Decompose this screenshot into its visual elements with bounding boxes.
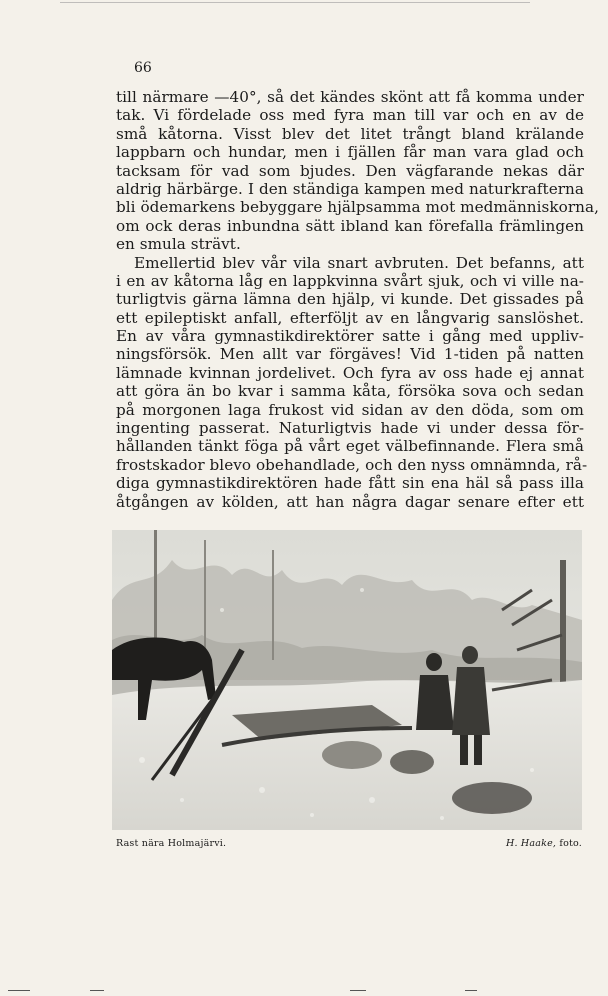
text-line: hållanden tänkt föga på vårt eget välbefinnande. Flera små <box>116 437 584 456</box>
text-line: frostskador blevo obehandlade, och den nyss omnämnda, rå- <box>116 455 588 474</box>
text-line: ingenting passerat. Naturligtvis hade vi under dessa för- <box>116 419 584 438</box>
text-line: tak. Vi fördelade oss med fyra man till var och en av de <box>116 106 584 125</box>
page-edge-mark <box>350 990 366 991</box>
text-line: lappbarn och hundar, men i fjällen får man vara glad och <box>116 143 584 162</box>
page-number: 66 <box>134 60 152 76</box>
text-line: aldrig härbärge. I den ständiga kampen med naturkrafterna <box>116 179 584 198</box>
text-line: i en av kåtorna låg en lappkvinna svårt sjuk, och vi ville na- <box>116 271 584 290</box>
page-edge-line <box>60 2 530 3</box>
text-line: tacksam för vad som bjudes. Den vägfarande nekas där <box>116 161 584 180</box>
page-edge-mark <box>90 990 104 991</box>
photo-credit <box>506 838 582 849</box>
text-line: en smula strävt. <box>116 235 241 254</box>
text-line: åtgången av kölden, att han några dagar senare efter ett <box>116 492 584 511</box>
photograph-rest-near-holmajarvi <box>112 530 582 830</box>
page-edge-mark <box>8 990 30 991</box>
text-line: bli ödemarkens bebyggare hjälpsamma mot medmänniskorna, <box>116 198 599 217</box>
text-line: till närmare —40°, så det kändes skönt att få komma under <box>116 88 584 106</box>
foto-label: foto. <box>559 838 582 849</box>
text-line: turligtvis gärna lämna den hjälp, vi kunde. Det gissades på <box>116 290 584 309</box>
text-line: diga gymnastikdirektören hade fått sin ena häl så pass illa <box>116 474 584 493</box>
body-text <box>116 88 599 511</box>
text-line: att göra än bo kvar i samma kåta, försöka sova och sedan <box>116 382 584 401</box>
text-line: lämnade kvinnan jordelivet. Och fyra av oss hade ej annat <box>116 363 584 382</box>
text-line: ett epileptiskt anfall, efterföljt av en långvarig sanslöshet. <box>116 308 584 327</box>
text-line: Emellertid blev vår vila snart avbruten. Det befanns, att <box>134 253 584 272</box>
text-line: små kåtorna. Visst blev det litet trångt bland krälande <box>116 124 584 143</box>
text-line: En av våra gymnastikdirektörer satte i gång med uppliv- <box>116 327 584 346</box>
text-line: ningsförsök. Men allt var förgäves! Vid 1-tiden på natten <box>116 345 584 364</box>
photographer-name: H. Haake, <box>505 838 557 849</box>
text-line: på morgonen laga frukost vid sidan av den döda, som om <box>116 400 584 419</box>
photo-illustration <box>112 530 582 830</box>
text-line: om ock deras inbundna sätt ibland kan förefalla främlingen <box>116 216 584 235</box>
page-edge-mark <box>465 990 477 991</box>
caption-title: Rast nära Holmajärvi. <box>116 838 227 849</box>
